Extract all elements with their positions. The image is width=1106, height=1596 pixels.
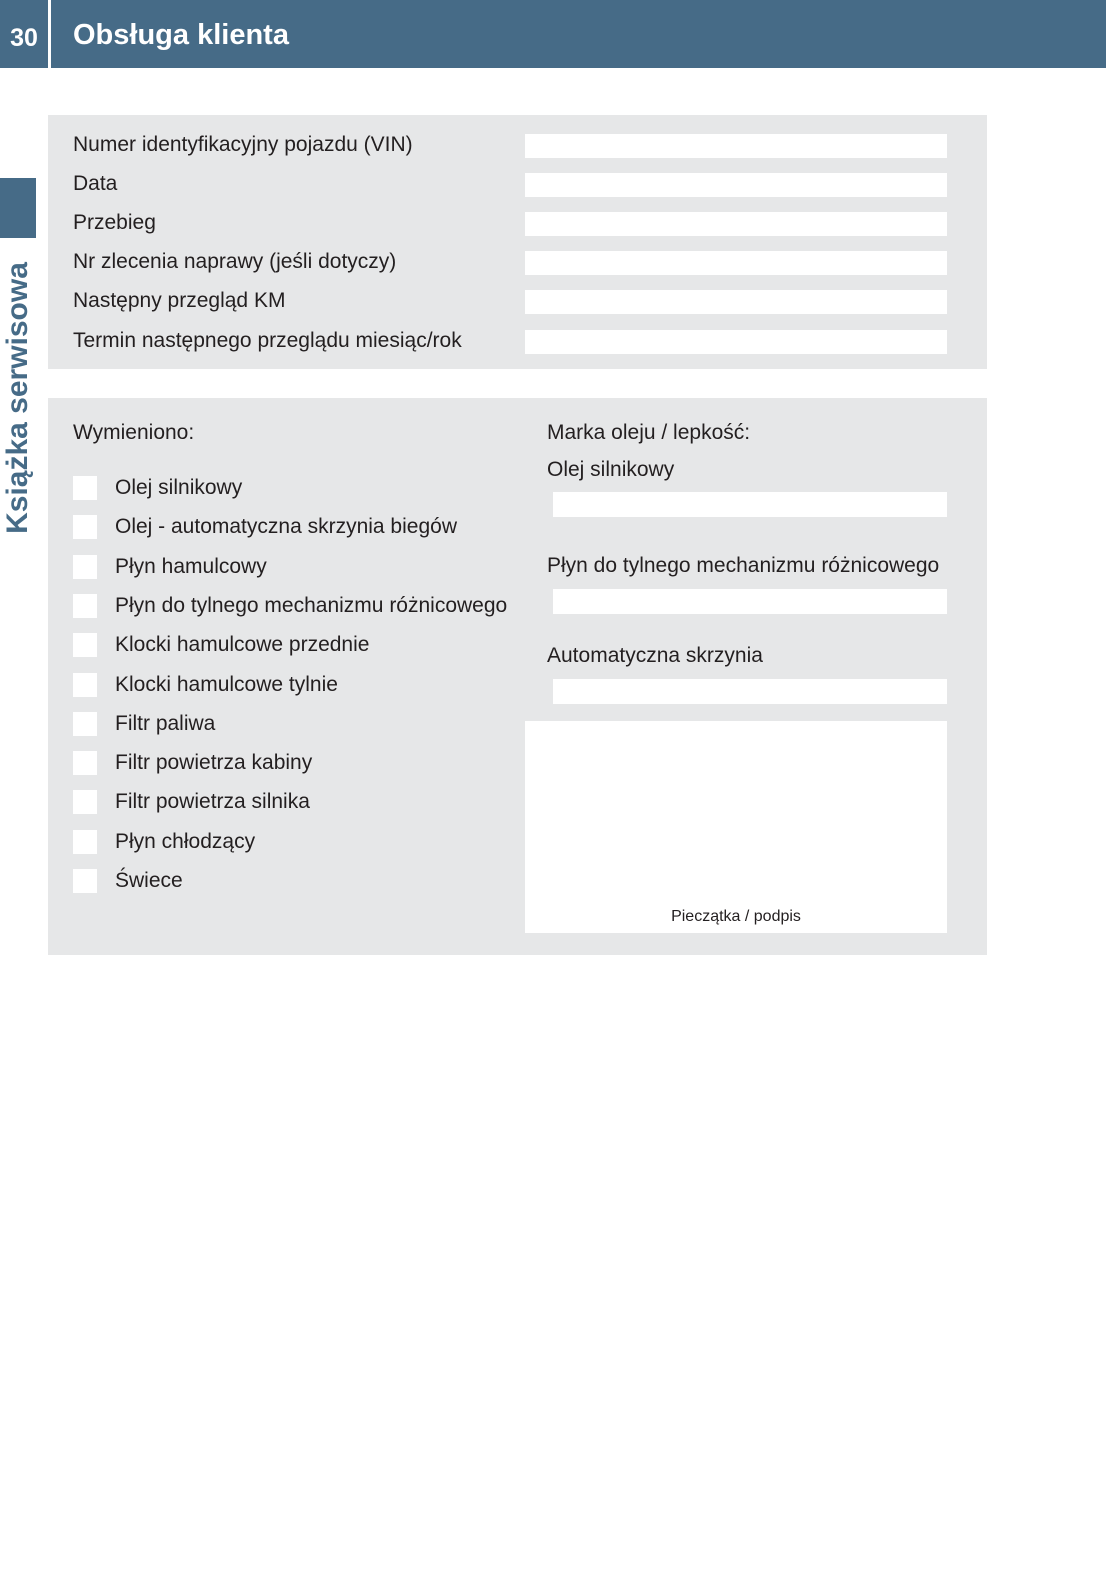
replaced-checkbox[interactable] xyxy=(73,515,97,539)
oil-heading: Marka oleju / lepkość: xyxy=(547,421,751,444)
replaced-item-label: Świece xyxy=(115,869,183,892)
vehicle-field-input[interactable] xyxy=(525,290,947,314)
replaced-item-label: Filtr paliwa xyxy=(115,711,216,735)
replaced-checkbox[interactable] xyxy=(73,830,97,854)
vehicle-field-input[interactable] xyxy=(525,134,947,158)
replaced-item-label: Olej silnikowy xyxy=(115,476,243,499)
vehicle-field-label: Numer identyfikacyjny pojazdu (VIN) xyxy=(73,133,413,156)
side-tab-label: Książka serwisowa xyxy=(1,262,34,534)
replaced-checkbox[interactable] xyxy=(73,869,97,893)
oil-field-input[interactable] xyxy=(553,492,947,517)
replaced-item-label: Płyn chłodzący xyxy=(115,829,256,853)
side-tab-marker xyxy=(0,178,36,238)
replaced-checkbox[interactable] xyxy=(73,790,97,814)
replaced-item-label: Klocki hamulcowe tylnie xyxy=(115,672,338,696)
replaced-checkbox[interactable] xyxy=(73,712,97,736)
stamp-label: Pieczątka / podpis xyxy=(671,908,801,925)
oil-field-label: Automatyczna skrzynia xyxy=(547,644,763,667)
page-title: Obsługa klienta xyxy=(73,19,289,51)
vehicle-field-input[interactable] xyxy=(525,330,947,354)
stamp-signature-box[interactable] xyxy=(525,721,947,933)
vehicle-field-label: Nr zlecenia naprawy (jeśli dotyczy) xyxy=(73,250,397,273)
vehicle-field-label: Następny przegląd KM xyxy=(73,289,286,312)
vehicle-field-input[interactable] xyxy=(525,212,947,236)
replaced-heading: Wymieniono: xyxy=(73,421,195,444)
replaced-checkbox[interactable] xyxy=(73,673,97,697)
vehicle-field-label: Termin następnego przeglądu miesiąc/rok xyxy=(73,329,462,352)
replaced-checkbox[interactable] xyxy=(73,633,97,657)
replaced-item-label: Płyn do tylnego mechanizmu różnicowego xyxy=(115,593,508,617)
replaced-item-label: Klocki hamulcowe przednie xyxy=(115,633,370,657)
replaced-item-label: Olej - automatyczna skrzynia biegów xyxy=(115,515,457,539)
vehicle-field-label: Przebieg xyxy=(73,211,156,234)
oil-field-label: Płyn do tylnego mechanizmu różnicowego xyxy=(547,554,940,577)
replaced-item-label: Filtr powietrza kabiny xyxy=(115,751,313,775)
oil-field-input[interactable] xyxy=(553,679,947,704)
replaced-checkbox[interactable] xyxy=(73,751,97,775)
replaced-checkbox[interactable] xyxy=(73,476,97,500)
replaced-checkbox[interactable] xyxy=(73,555,97,579)
replaced-item-label: Filtr powietrza silnika xyxy=(115,790,310,814)
vehicle-field-input[interactable] xyxy=(525,173,947,197)
page-number: 30 xyxy=(10,24,38,52)
replaced-item-label: Płyn hamulcowy xyxy=(115,554,267,578)
oil-field-input[interactable] xyxy=(553,589,947,614)
replaced-checkbox[interactable] xyxy=(73,594,97,618)
vehicle-field-label: Data xyxy=(73,172,118,195)
header-divider xyxy=(48,0,51,68)
oil-field-label: Olej silnikowy xyxy=(547,458,675,481)
vehicle-field-input[interactable] xyxy=(525,251,947,275)
